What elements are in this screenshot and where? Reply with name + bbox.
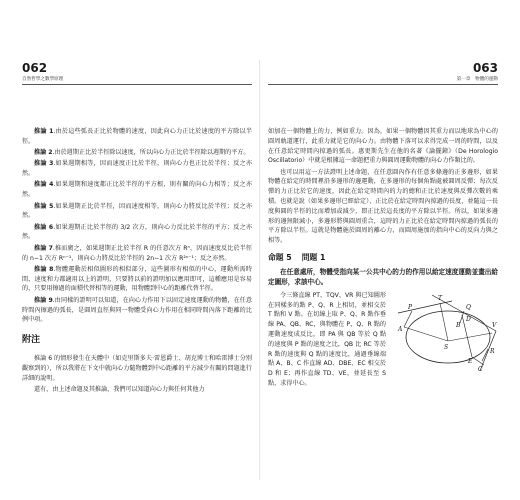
corollary-1: 推論 1.由於這些弧長正比於物體的速度，因此向心力正比於速度的平方除以半徑。: [22, 128, 252, 145]
solution-paragraph: 令三條直線 PT、TQV、VR 與已知圖形在同樣多的點 P、Q、R 上相切，並相交於 T 點和 V 點。在切線上取 P、Q、R 點作垂線 PA、QB、RC，與物體在 P、Q、R 點的運動速度成反比，即 PA 與 QB 等於 Q 點的速度與 P 點的速度之比，QB 比 RC 等於 R 點的速度與 Q 點的速度比，通過垂線端點 A、B、C 作直線 AD、DBE、EC 相交於 D 和 E；再作直線 TD、VE，並延長至 S 點，求得中心。: [268, 291, 386, 388]
corollary-2: 推論 2.由於週期正比於半徑除以速度，所以向心力正比於半徑除以週期的平方。: [34, 149, 250, 157]
corollary-5: 推論 5.如果週期正比於半徑，因而速度相等，則向心力將反比於半徑；反之亦然。: [22, 202, 252, 220]
body-paragraph-1: 如加在一個物體上的力，例如重力。因為，如果一個物體因其重力而以地球為中心的圓周軌道運行，此重力就是它的向心力。由物體下落可以求得完成一周的時間，以及在任意給定時間內掠過的弧長。惠更斯先生在他的名著《論擺鐘》（De Horologio Oscillatorio）中就是根據這一命題把重力與圓周運動物體的向心力作類比的。: [268, 128, 498, 165]
label-R: R: [490, 347, 495, 355]
left-running-head: 自然哲學之數學原理: [22, 77, 64, 82]
orbit-ellipse: [406, 311, 490, 363]
corollary-7: 推論 7.推而廣之，如果週期正比於半徑 R 的任意次方 Rⁿ，因而速度反比於半徑的 n−1 次方 Rⁿ⁻¹，則向心力將反比於半徑的 2n−1 次方 R²ⁿ⁻¹；反之亦然。: [22, 244, 252, 262]
scholium-paragraph-1: 推論 6 的情形發生在天體中（如克里斯多夫·雷恩爵士、胡克博士和哈雷博士分別觀察到的），所以我將在下文中就向心力隨物體到中心距離的平方減少有關的問題進行詳細的說明。: [22, 355, 252, 382]
scholium-paragraph-2: 還有，由上述命題及其推論，我們可以知道向心力與任何其他力: [34, 386, 205, 394]
label-D: D: [466, 315, 471, 323]
label-P: P: [408, 303, 413, 311]
right-running-head: 第一章 物體的運動: [456, 77, 498, 82]
problem-label: 問題 1: [301, 253, 326, 263]
label-B: B: [456, 321, 461, 329]
line-TD: [440, 303, 448, 341]
corollary-3: 推論 3.如果週期相等，因而速度正比於半徑，則向心力也正比於半徑；反之亦然。: [22, 160, 252, 178]
label-C: C: [478, 365, 483, 373]
corollary-list: [22, 83, 252, 325]
solution-block: [268, 291, 498, 389]
proposition-heading: [268, 252, 498, 263]
problem-statement: 在任意處所，物體受指向某一公共中心的力的作用以給定速度運動並畫出給定圖形，求該中心。: [268, 268, 498, 287]
proposition-label: 命題 5: [268, 253, 292, 263]
right-page-number: 063: [472, 61, 498, 75]
line-VE: [448, 333, 492, 341]
label-A: A: [398, 325, 403, 333]
body-paragraph-2: 也可以用這一方法證明上述命題，在任意圓內作有任意多條邊的正多邊形，如果物體在給定的時間裡沿多邊形的邊運動，在多邊形的每個角點處被圓周反彈；每次反彈的力正比於它的速度，因此在給定時間內的力的總和正比於速度與反彈次數的乘積。也就是說（如果多邊形已經給定），正比於在給定時間內掠過的長度，並隨這一長度與圓的半徑的比而增加或減少，即正比於這長度的平方除以半徑。所以，如果多邊形的邊無限減小，多邊形將與圓周重合，這時的力正比於在給定時間內掠過的弧長的平方除以半徑。這就是物體施於圓周的離心力，而圓周施加的指向中心的反向力與之相等。: [268, 168, 498, 245]
geometry-figure: [392, 291, 498, 375]
right-page: [260, 0, 520, 500]
left-page-number: 062: [22, 61, 48, 75]
corollary-6: 推論 6.如果週期正比於半徑的 3/2 次方，則向心力反比於半徑的平方；反之亦然。: [22, 223, 252, 241]
label-E: E: [468, 357, 473, 365]
label-T: T: [438, 294, 443, 302]
label-S: S: [444, 343, 449, 351]
corollary-9: 推論 9.由同樣的證明可以知道，在向心力作用下以固定速度運動的物體，在任意時間內擦過的弧長，是圓周直徑與同一物體受向心力作用在相同時間內落下距離的比例中項。: [22, 296, 252, 324]
line-AD: [404, 327, 448, 341]
label-V: V: [492, 321, 497, 329]
label-Q: Q: [466, 303, 471, 311]
corollary-4: 推論 4.如果週期和速度都正比於半徑的平方根，則有關的向心力相等；反之亦然。: [22, 181, 252, 199]
corollary-8: 推論 8.物體運動於相似圖形的相似部分，這些圖形有相似的中心，運動所需時間、速度和力都適用以上的證明，只要將以前的證明加以應用即可，這種應用是容易的，只要用擦過的面積代替相等的運動，用物體到中心的距離代替半徑。: [22, 265, 252, 293]
section-title: 附注: [22, 335, 41, 346]
